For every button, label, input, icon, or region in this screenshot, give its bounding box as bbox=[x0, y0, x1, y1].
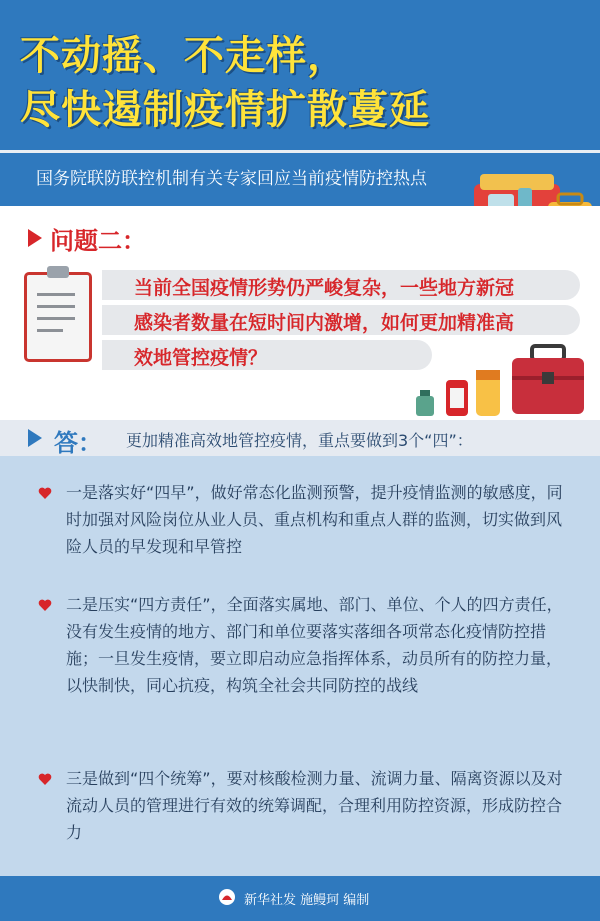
footer bbox=[0, 876, 600, 921]
answer-arrow-icon bbox=[28, 429, 42, 447]
title-line-2: 尽快遏制疫情扩散蔓延 bbox=[20, 87, 430, 133]
title-line-1: 不动摇、不走样， bbox=[20, 33, 348, 79]
footer-credit: 新华社发 施鳗珂 编制 bbox=[244, 893, 370, 908]
question-panel bbox=[0, 206, 600, 420]
header-divider bbox=[0, 150, 600, 153]
subtitle: 国务院联防联控机制有关专家回应当前疫情防控热点 bbox=[36, 169, 427, 189]
answer-header bbox=[0, 420, 600, 456]
question-line-1: 当前全国疫情形势仍严峻复杂，一些地方新冠 bbox=[134, 277, 515, 299]
medicine-bottle-icon bbox=[412, 362, 504, 418]
clipboard-icon bbox=[24, 272, 92, 362]
answer-item-2: 二是压实“四方责任”，全面落实属地、部门、单位、个人的四方责任，没有发生疫情的地方、部门和单位要落实落细各项常态化疫情防控措施；一旦发生疫情，要立即启动应急指挥体系，动员所有的防控力量，以快制快，同心抗疫，构筑全社会共同防控的战线 bbox=[66, 595, 563, 695]
answer-intro: 更加精准高效地管控疫情，重点要做到3个“四”： bbox=[126, 431, 473, 450]
heart-icon bbox=[38, 598, 52, 612]
question-arrow-icon bbox=[28, 229, 42, 247]
xinhua-logo-icon bbox=[218, 888, 236, 906]
answer-item-3: 三是做到“四个统筹”，要对核酸检测力量、流调力量、隔离资源以及对流动人员的管理进行有效的统筹调配，合理利用防控资源，形成防控合力 bbox=[66, 769, 563, 842]
answer-label: 答： bbox=[54, 429, 102, 457]
answer-item-1: 一是落实好“四早”，做好常态化监测预警，提升疫情监测的敏感度，同时加强对风险岗位从业人员、重点机构和重点人群的监测，切实做到风险人员的早发现和早管控 bbox=[66, 483, 563, 556]
question-line-2: 感染者数量在短时间内激增，如何更加精准高 bbox=[134, 312, 515, 334]
heart-icon bbox=[38, 772, 52, 786]
toolbox-icon bbox=[510, 342, 586, 418]
header-banner bbox=[0, 0, 600, 206]
question-line-3: 效地管控疫情？ bbox=[134, 347, 268, 369]
question-label: 问题二： bbox=[50, 227, 146, 255]
heart-icon bbox=[38, 486, 52, 500]
